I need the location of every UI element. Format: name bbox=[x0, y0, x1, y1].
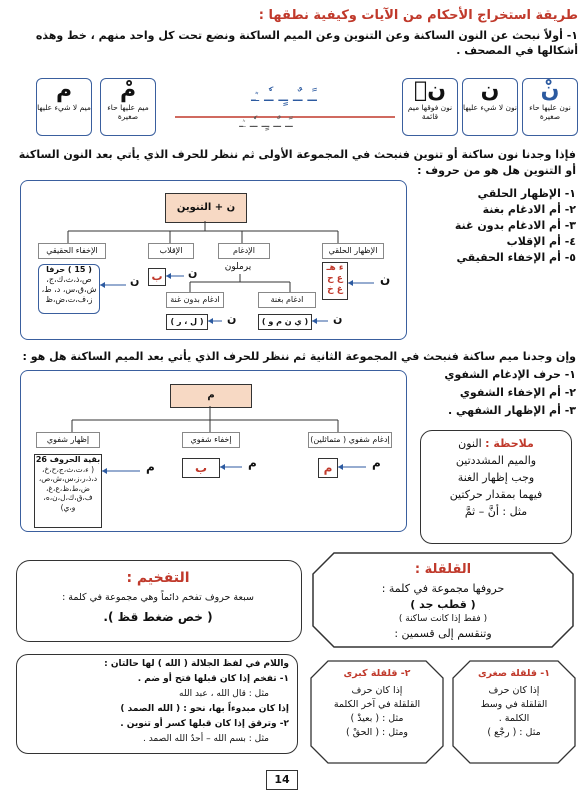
ikhfa-letters-box bbox=[38, 264, 100, 314]
note-box bbox=[420, 430, 572, 544]
head-izhar-shafawi: إظهار شفوي bbox=[36, 432, 100, 448]
sughra-line: مثل : ( رجْع ) bbox=[487, 727, 541, 738]
ikhfa-noon: ن bbox=[130, 274, 140, 287]
idgham-bila-noon: ن bbox=[227, 312, 237, 325]
izhar-noon: ن bbox=[380, 272, 391, 286]
ikhfa-shafawi-letter: ب bbox=[182, 458, 220, 478]
tafkheem-line: سبعة حروف تفخم دائماً وهي مجموعة في كلمة : bbox=[62, 592, 254, 603]
head-iqlab: الإقلاب bbox=[148, 243, 194, 259]
page-title: طريقة استخراج الأحكام من الآيات وكيفية نطقها : bbox=[258, 8, 578, 23]
lafz-line: ٢- وترقق إذا كان قبلها كسر أو تنوين . bbox=[120, 719, 289, 729]
kubra-title: ٢- قلقلة كبرى bbox=[343, 668, 411, 679]
kubra-line: القلقلة في آخر الكلمة bbox=[333, 699, 421, 710]
sughra-title: ١- قلقلة صغرى bbox=[477, 668, 551, 679]
qalqala-title: القلقلة : bbox=[414, 562, 472, 577]
izhar-shafawi-meem: م bbox=[146, 460, 155, 474]
idgham-shafawi-letter: م bbox=[318, 458, 338, 478]
list-item: ١- حرف الإدغام الشفوي bbox=[444, 368, 576, 381]
list-item: ٤- أم الإقلاب bbox=[506, 235, 576, 248]
noon-shape-card-2: ن نون لا شيء عليها bbox=[462, 78, 518, 136]
kubra-line: مثل : ( بعيدْ ) bbox=[350, 713, 404, 724]
meem-root: م bbox=[170, 384, 252, 408]
izhar-arrow bbox=[348, 278, 376, 288]
idgham-bighunna-arrow bbox=[312, 316, 330, 326]
lafz-jalala-box bbox=[16, 654, 298, 754]
qalqala-line: حروفها مجموعة في كلمة : bbox=[381, 582, 505, 595]
note-title: ملاحظة : bbox=[485, 437, 534, 450]
note-line: فيهما بمقدار حركتين bbox=[449, 488, 543, 501]
note-line: النون bbox=[458, 437, 482, 450]
kubra-line: إذا كان حرف bbox=[351, 685, 403, 696]
intro-text: ١- أولاً نبحث عن النون الساكنة وعن التنوين وعن الميم الساكنة ونضع تحت كل واحد منهم ، خط وهذه أشكالها في المصحف . bbox=[35, 29, 578, 57]
kubra-text bbox=[310, 684, 444, 740]
sughra-line: إذا كان حرف bbox=[488, 685, 540, 696]
izhar-letters: ء هـ ع ح غ خ bbox=[322, 262, 348, 300]
lafz-title: واللام في لفظ الجلالة ( الله ) لها حالتان : bbox=[104, 659, 289, 669]
note-line: وجب إظهار الغنة bbox=[457, 471, 535, 484]
idgham-bila-arrow bbox=[208, 316, 224, 326]
ikhfa-shafawi-arrow bbox=[220, 462, 244, 472]
note-line: مثل : أنَّ – ثمَّ bbox=[464, 505, 528, 518]
idgham-word: يرملون bbox=[224, 262, 252, 272]
list-item: ٥- أم الإخفاء الحقيقي bbox=[456, 251, 576, 264]
meem-shape-card-1: مْ ميم عليها حاء صغيرة bbox=[100, 78, 156, 136]
ikhfa-letters: ص،ذ،ث،ك،ج، ش،ق،س، د، ط، ز،ف،ت،ض،ظ bbox=[41, 275, 97, 304]
qalqala-line: ( فقط إذا كانت ساكنة ) bbox=[398, 614, 488, 624]
idgham-bila-letters: ( ل ، ر ) bbox=[166, 314, 208, 330]
iqlab-noon: ن bbox=[188, 266, 198, 279]
page-number: 14 bbox=[266, 770, 298, 790]
tafkheem-word: ( خص ضغط قظ ). bbox=[103, 610, 213, 624]
iqlab-arrow bbox=[166, 271, 186, 281]
sughra-text bbox=[452, 684, 576, 740]
head-idgham-shafawi: إدغام شفوي ( متماثلين) bbox=[308, 432, 392, 448]
qalqala-line: وتنقسم إلى قسمين : bbox=[394, 627, 492, 640]
idgham-bighunna-letters: ( ي ن م و ) bbox=[258, 314, 312, 330]
tanween-marks-lower: ـًـ ـٌـ ـٍـ ـٗـ ـٞـ bbox=[239, 116, 293, 131]
lafz-line: ١- تفخم إذا كان قبلها فتح أو ضم . bbox=[137, 674, 289, 684]
meem-shape-card-2: م ميم لا شيء عليها bbox=[36, 78, 92, 136]
noon-rules-list bbox=[416, 186, 576, 266]
list-item: ٣- أم الإظهار الشفهي . bbox=[447, 404, 576, 417]
izhar-shafawi-letters: ( ء،ت،ث،ج،ح،خ، د،ذ،ر،ز،س،ش،ص، ض،ط،ظ،ع،غ، ف،ق،ك،ل،ن،ه، و،ي) bbox=[38, 464, 98, 512]
head-idgham: الإدغام bbox=[218, 243, 270, 259]
section1-line1: فإذا وجدنا نون ساكنة أو تنوين فنبحث في المجموعة الأولى ثم ننظر للحرف الذي يأتي بعد النون الساكنة bbox=[18, 148, 576, 161]
noon-shape-card-3: نۜ نون فوقها ميم قائمة bbox=[402, 78, 458, 136]
tafkheem-title: التفخيم : bbox=[126, 570, 190, 586]
ikhfa-count: ( 15 ) حرفا bbox=[46, 265, 92, 274]
head-idgham-bila: ادغام بدون غنة bbox=[166, 292, 224, 308]
list-item: ٢- أم الادغام بغنة bbox=[482, 203, 576, 216]
noon-tanween-root: ن + التنوين bbox=[165, 193, 247, 223]
kubra-line: ومثل : ( الحقْ ) bbox=[345, 727, 409, 738]
iqlab-letter: ب bbox=[148, 268, 166, 286]
meem-rules-list bbox=[411, 366, 576, 420]
noon-shape-card-1: نْ نون عليها حاء صغيرة bbox=[522, 78, 578, 136]
idgham-shafawi-meem: م bbox=[372, 456, 381, 470]
izhar-shafawi-box bbox=[34, 454, 102, 528]
ikhfa-arrow bbox=[100, 280, 128, 290]
list-item: ٣- أم الادغام بدون غنة bbox=[454, 219, 576, 232]
idgham-bighunna-noon: ن bbox=[333, 312, 343, 325]
lafz-line: إذا كان مبدوءاً بها، نحو : ( الله الصمد ) bbox=[120, 704, 289, 714]
tanween-marks: ـًـ ـٌـ ـٍـ ـٗـ ـٞـ bbox=[251, 86, 317, 105]
head-ikhfa-shafawi: إخفاء شفوي bbox=[182, 432, 240, 448]
head-izhar: الإظهار الحلقي bbox=[322, 243, 384, 259]
izhar-shafawi-arrow bbox=[102, 466, 142, 476]
head-ikhfa: الإخفاء الحقيقي bbox=[38, 243, 106, 259]
ikhfa-shafawi-meem: م bbox=[248, 456, 257, 470]
list-item: ١- الإظهار الحلقي bbox=[477, 187, 576, 200]
section2-line1: وإن وجدنا ميم ساكنة فنبحث في المجموعة الثانية ثم ننظر للحرف الذي يأتي بعد الميم الساكنة هل هو : bbox=[22, 350, 576, 363]
lafz-line: مثل : بسم الله – أحدٌ الله الصمد . bbox=[142, 734, 269, 744]
qalqala-word: ( قطب جد ) bbox=[410, 598, 476, 611]
sughra-line: الكلمة . bbox=[498, 713, 530, 724]
section1-line2: أو التنوين هل هو من حروف : bbox=[417, 164, 576, 177]
lafz-line: مثل : قال الله ، عبد الله bbox=[179, 689, 269, 699]
idgham-shafawi-arrow bbox=[338, 462, 368, 472]
note-line: والميم المشددتين bbox=[455, 454, 537, 467]
sughra-line: القلقلة في وسط bbox=[480, 699, 548, 710]
head-idgham-bighunna: ادغام بغنة bbox=[258, 292, 316, 308]
izhar-shafawi-title: بقية الحروف 26 bbox=[35, 455, 101, 464]
list-item: ٢- أم الإخفاء الشفوي bbox=[459, 386, 576, 399]
